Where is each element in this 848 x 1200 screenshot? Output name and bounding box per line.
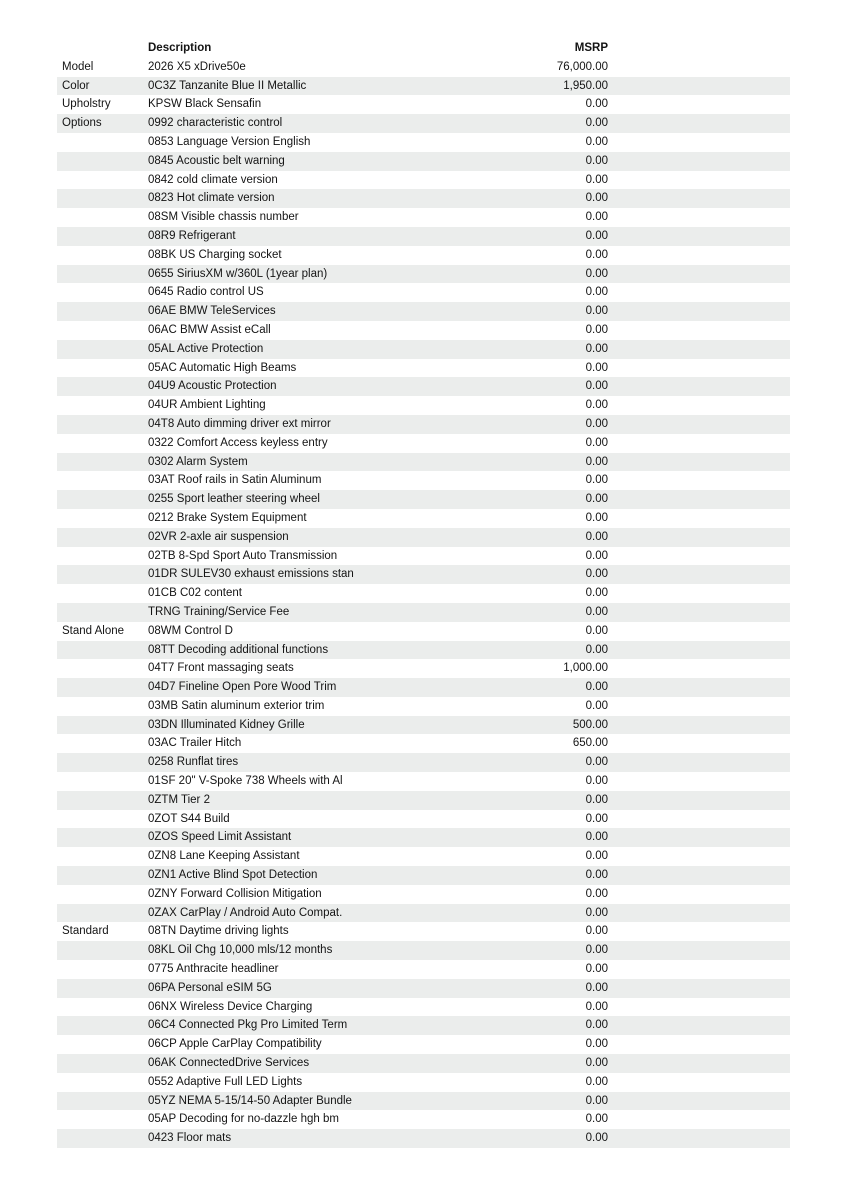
description-cell: 04U9 Acoustic Protection [148, 380, 277, 393]
category-cell [57, 1073, 148, 1092]
msrp-cell: 0.00 [585, 154, 608, 167]
category-cell [57, 246, 148, 265]
description-cell: 0823 Hot climate version [148, 192, 275, 205]
description-cell: KPSW Black Sensafin [148, 98, 262, 111]
table-row [57, 265, 790, 284]
table-row [57, 340, 790, 359]
row-spacer [608, 471, 790, 490]
description-cell: 0322 Comfort Access keyless entry [148, 436, 328, 449]
description-cell: 08BK US Charging socket [148, 248, 282, 261]
table-row [57, 603, 790, 622]
category-cell [57, 152, 148, 171]
msrp-cell: 0.00 [585, 1132, 608, 1145]
table-row [57, 716, 790, 735]
description-cell: 03DN Illuminated Kidney Grille [148, 718, 305, 731]
table-row [57, 302, 790, 321]
msrp-cell: 0.00 [585, 963, 608, 976]
row-spacer [608, 998, 790, 1017]
table-row [57, 359, 790, 378]
msrp-cell: 0.00 [585, 436, 608, 449]
msrp-cell: 0.00 [585, 323, 608, 336]
row-spacer [608, 77, 790, 96]
msrp-cell: 0.00 [585, 248, 608, 261]
row-spacer [608, 58, 790, 77]
msrp-cell: 0.00 [585, 1113, 608, 1126]
category-cell [57, 659, 148, 678]
msrp-cell: 0.00 [585, 831, 608, 844]
category-cell [57, 1092, 148, 1111]
row-spacer [608, 1035, 790, 1054]
msrp-cell: 0.00 [585, 549, 608, 562]
row-spacer [608, 960, 790, 979]
table-row [57, 753, 790, 772]
row-spacer [608, 847, 790, 866]
description-cell: 0655 SiriusXM w/360L (1year plan) [148, 267, 328, 280]
msrp-cell: 0.00 [585, 981, 608, 994]
row-spacer [608, 321, 790, 340]
header-spacer [608, 39, 790, 58]
row-spacer [608, 377, 790, 396]
category-cell [57, 415, 148, 434]
table-row [57, 471, 790, 490]
row-spacer [608, 922, 790, 941]
description-cell: 0ZTM Tier 2 [148, 793, 210, 806]
table-row [57, 1035, 790, 1054]
category-cell [57, 753, 148, 772]
row-spacer [608, 415, 790, 434]
description-cell: 0ZAX CarPlay / Android Auto Compat. [148, 906, 343, 919]
table-row [57, 641, 790, 660]
category-cell [57, 641, 148, 660]
category-cell [57, 1129, 148, 1148]
table-row [57, 1129, 790, 1148]
category-cell [57, 810, 148, 829]
description-cell: 0ZNY Forward Collision Mitigation [148, 887, 322, 900]
description-cell: 0842 cold climate version [148, 173, 278, 186]
table-row [57, 584, 790, 603]
description-cell: 0ZOS Speed Limit Assistant [148, 831, 292, 844]
description-cell: 02VR 2-axle air suspension [148, 530, 289, 543]
msrp-cell: 0.00 [585, 286, 608, 299]
category-cell [57, 979, 148, 998]
row-spacer [608, 791, 790, 810]
row-spacer [608, 603, 790, 622]
msrp-cell: 76,000.00 [556, 60, 608, 73]
table-row [57, 133, 790, 152]
msrp-cell: 0.00 [585, 342, 608, 355]
msrp-cell: 0.00 [585, 361, 608, 374]
row-spacer [608, 828, 790, 847]
description-cell: 0ZOT S44 Build [148, 812, 230, 825]
table-row [57, 1054, 790, 1073]
category-cell [57, 340, 148, 359]
table-row [57, 734, 790, 753]
table-row [57, 528, 790, 547]
msrp-cell: 0.00 [585, 1019, 608, 1032]
category-cell [57, 227, 148, 246]
table-row [57, 791, 790, 810]
table-row [57, 396, 790, 415]
vehicle-pricing-table [57, 39, 790, 1148]
table-row [57, 208, 790, 227]
table-row [57, 772, 790, 791]
description-cell: 04T7 Front massaging seats [148, 662, 294, 675]
msrp-cell: 500.00 [572, 718, 608, 731]
row-spacer [608, 302, 790, 321]
description-cell: 0C3Z Tanzanite Blue II Metallic [148, 79, 307, 92]
row-spacer [608, 697, 790, 716]
category-cell [57, 377, 148, 396]
row-spacer [608, 641, 790, 660]
row-spacer [608, 133, 790, 152]
description-cell: 0845 Acoustic belt warning [148, 154, 285, 167]
description-cell: 0212 Brake System Equipment [148, 511, 307, 524]
category-cell [57, 584, 148, 603]
category-cell [57, 265, 148, 284]
table-row [57, 321, 790, 340]
description-cell: 06PA Personal eSIM 5G [148, 981, 272, 994]
table-row [57, 1073, 790, 1092]
table-row [57, 622, 790, 641]
category-cell [57, 1016, 148, 1035]
msrp-cell: 0.00 [585, 474, 608, 487]
description-cell: 01SF 20" V-Spoke 738 Wheels with Al [148, 775, 343, 788]
msrp-cell: 0.00 [585, 756, 608, 769]
table-row [57, 697, 790, 716]
row-spacer [608, 95, 790, 114]
description-cell: 08KL Oil Chg 10,000 mls/12 months [148, 944, 333, 957]
category-cell [57, 941, 148, 960]
msrp-cell: 650.00 [572, 737, 608, 750]
msrp-cell: 0.00 [585, 869, 608, 882]
description-cell: 01DR SULEV30 exhaust emissions stan [148, 568, 354, 581]
description-cell: 06AC BMW Assist eCall [148, 323, 271, 336]
category-cell: Model [62, 60, 94, 73]
row-spacer [608, 434, 790, 453]
description-cell: 03AT Roof rails in Satin Aluminum [148, 474, 322, 487]
category-cell [57, 547, 148, 566]
msrp-cell: 0.00 [585, 643, 608, 656]
msrp-cell: 0.00 [585, 98, 608, 111]
msrp-cell: 0.00 [585, 1000, 608, 1013]
row-spacer [608, 265, 790, 284]
table-row [57, 659, 790, 678]
row-spacer [608, 547, 790, 566]
category-cell [57, 208, 148, 227]
msrp-cell: 0.00 [585, 493, 608, 506]
table-row [57, 377, 790, 396]
msrp-cell: 0.00 [585, 812, 608, 825]
category-cell [57, 359, 148, 378]
table-row [57, 189, 790, 208]
msrp-cell: 0.00 [585, 192, 608, 205]
msrp-cell: 0.00 [585, 117, 608, 130]
category-cell [57, 1110, 148, 1129]
description-cell: 05AL Active Protection [148, 342, 264, 355]
msrp-cell: 0.00 [585, 587, 608, 600]
msrp-cell: 0.00 [585, 906, 608, 919]
description-cell: 04D7 Fineline Open Pore Wood Trim [148, 681, 337, 694]
description-cell: TRNG Training/Service Fee [148, 605, 290, 618]
msrp-cell: 0.00 [585, 1094, 608, 1107]
table-row [57, 565, 790, 584]
row-spacer [608, 189, 790, 208]
table-row [57, 922, 790, 941]
table-row [57, 1092, 790, 1111]
msrp-cell: 0.00 [585, 305, 608, 318]
row-spacer [608, 509, 790, 528]
category-cell [57, 471, 148, 490]
description-cell: 06C4 Connected Pkg Pro Limited Term [148, 1019, 348, 1032]
category-cell [57, 603, 148, 622]
table-row [57, 283, 790, 302]
category-cell: Standard [62, 925, 109, 938]
table-row [57, 547, 790, 566]
category-cell: Color [62, 79, 90, 92]
table-header-row [57, 39, 790, 58]
table-body [57, 58, 790, 1148]
row-spacer [608, 114, 790, 133]
table-row [57, 1016, 790, 1035]
description-cell: 05AP Decoding for no-dazzle hgh bm [148, 1113, 339, 1126]
row-spacer [608, 528, 790, 547]
msrp-cell: 0.00 [585, 1075, 608, 1088]
category-cell [57, 490, 148, 509]
table-row [57, 866, 790, 885]
msrp-cell: 0.00 [585, 944, 608, 957]
table-row [57, 453, 790, 472]
msrp-cell: 0.00 [585, 605, 608, 618]
category-cell [57, 565, 148, 584]
description-cell: 06AK ConnectedDrive Services [148, 1057, 310, 1070]
msrp-cell: 0.00 [585, 530, 608, 543]
msrp-cell: 0.00 [585, 850, 608, 863]
category-cell [57, 509, 148, 528]
table-row [57, 114, 790, 133]
description-cell: 0552 Adaptive Full LED Lights [148, 1075, 303, 1088]
description-cell: 08TN Daytime driving lights [148, 925, 289, 938]
row-spacer [608, 227, 790, 246]
msrp-cell: 0.00 [585, 681, 608, 694]
msrp-cell: 1,000.00 [563, 662, 608, 675]
row-spacer [608, 396, 790, 415]
category-cell [57, 528, 148, 547]
description-cell: 06AE BMW TeleServices [148, 305, 276, 318]
table-row [57, 847, 790, 866]
msrp-cell: 0.00 [585, 775, 608, 788]
description-cell: 01CB C02 content [148, 587, 242, 600]
description-cell: 06CP Apple CarPlay Compatibility [148, 1038, 322, 1051]
category-cell [57, 302, 148, 321]
category-cell [57, 960, 148, 979]
category-cell [57, 1035, 148, 1054]
row-spacer [608, 246, 790, 265]
msrp-cell: 0.00 [585, 1038, 608, 1051]
category-column-header [57, 39, 148, 58]
row-spacer [608, 941, 790, 960]
msrp-cell: 0.00 [585, 699, 608, 712]
row-spacer [608, 453, 790, 472]
row-spacer [608, 772, 790, 791]
row-spacer [608, 1054, 790, 1073]
description-cell: 05AC Automatic High Beams [148, 361, 297, 374]
description-cell: 0775 Anthracite headliner [148, 963, 279, 976]
row-spacer [608, 1073, 790, 1092]
msrp-cell: 0.00 [585, 380, 608, 393]
row-spacer [608, 208, 790, 227]
category-cell: Upholstry [62, 98, 111, 111]
category-cell: Options [62, 117, 102, 130]
row-spacer [608, 622, 790, 641]
description-cell: 2026 X5 xDrive50e [148, 60, 246, 73]
description-cell: 03AC Trailer Hitch [148, 737, 242, 750]
category-cell [57, 678, 148, 697]
msrp-cell: 0.00 [585, 511, 608, 524]
description-column-header: Description [148, 42, 212, 54]
category-cell [57, 904, 148, 923]
description-cell: 04UR Ambient Lighting [148, 399, 266, 412]
row-spacer [608, 753, 790, 772]
msrp-cell: 0.00 [585, 399, 608, 412]
category-cell: Stand Alone [62, 624, 125, 637]
row-spacer [608, 1129, 790, 1148]
table-row [57, 77, 790, 96]
row-spacer [608, 866, 790, 885]
table-row [57, 58, 790, 77]
description-cell: 08WM Control D [148, 624, 233, 637]
row-spacer [608, 678, 790, 697]
row-spacer [608, 734, 790, 753]
msrp-cell: 0.00 [585, 925, 608, 938]
category-cell [57, 453, 148, 472]
category-cell [57, 321, 148, 340]
table-row [57, 678, 790, 697]
row-spacer [608, 1092, 790, 1111]
description-cell: 0992 characteristic control [148, 117, 283, 130]
description-cell: 03MB Satin aluminum exterior trim [148, 699, 325, 712]
description-cell: 06NX Wireless Device Charging [148, 1000, 313, 1013]
msrp-cell: 0.00 [585, 624, 608, 637]
description-cell: 0ZN8 Lane Keeping Assistant [148, 850, 300, 863]
row-spacer [608, 1016, 790, 1035]
description-cell: 0255 Sport leather steering wheel [148, 493, 320, 506]
category-cell [57, 396, 148, 415]
category-cell [57, 828, 148, 847]
category-cell [57, 998, 148, 1017]
table-row [57, 941, 790, 960]
category-cell [57, 772, 148, 791]
description-cell: 0853 Language Version English [148, 135, 311, 148]
row-spacer [608, 810, 790, 829]
msrp-cell: 0.00 [585, 455, 608, 468]
table-row [57, 415, 790, 434]
msrp-cell: 0.00 [585, 267, 608, 280]
row-spacer [608, 171, 790, 190]
row-spacer [608, 490, 790, 509]
table-row [57, 979, 790, 998]
category-cell [57, 171, 148, 190]
msrp-cell: 0.00 [585, 173, 608, 186]
row-spacer [608, 904, 790, 923]
table-row [57, 171, 790, 190]
category-cell [57, 1054, 148, 1073]
category-cell [57, 734, 148, 753]
category-cell [57, 847, 148, 866]
category-cell [57, 133, 148, 152]
description-cell: 02TB 8-Spd Sport Auto Transmission [148, 549, 338, 562]
description-cell: 0302 Alarm System [148, 455, 248, 468]
description-cell: 05YZ NEMA 5-15/14-50 Adapter Bundle [148, 1094, 352, 1107]
msrp-cell: 1,950.00 [563, 79, 608, 92]
table-row [57, 1110, 790, 1129]
msrp-column-header: MSRP [574, 42, 608, 54]
row-spacer [608, 1110, 790, 1129]
row-spacer [608, 565, 790, 584]
table-row [57, 152, 790, 171]
table-row [57, 490, 790, 509]
table-row [57, 810, 790, 829]
description-cell: 0ZN1 Active Blind Spot Detection [148, 869, 318, 882]
table-row [57, 246, 790, 265]
msrp-cell: 0.00 [585, 135, 608, 148]
msrp-cell: 0.00 [585, 887, 608, 900]
category-cell [57, 189, 148, 208]
table-row [57, 998, 790, 1017]
table-row [57, 227, 790, 246]
msrp-cell: 0.00 [585, 793, 608, 806]
description-cell: 0645 Radio control US [148, 286, 264, 299]
row-spacer [608, 885, 790, 904]
description-cell: 04T8 Auto dimming driver ext mirror [148, 417, 331, 430]
row-spacer [608, 584, 790, 603]
msrp-cell: 0.00 [585, 229, 608, 242]
table-row [57, 960, 790, 979]
table-row [57, 904, 790, 923]
msrp-cell: 0.00 [585, 1057, 608, 1070]
description-cell: 08R9 Refrigerant [148, 229, 236, 242]
category-cell [57, 283, 148, 302]
description-cell: 08SM Visible chassis number [148, 211, 299, 224]
table-row [57, 434, 790, 453]
table-row [57, 885, 790, 904]
table-row [57, 95, 790, 114]
msrp-cell: 0.00 [585, 211, 608, 224]
row-spacer [608, 979, 790, 998]
row-spacer [608, 152, 790, 171]
table-row [57, 509, 790, 528]
category-cell [57, 885, 148, 904]
row-spacer [608, 283, 790, 302]
row-spacer [608, 340, 790, 359]
description-cell: 0423 Floor mats [148, 1132, 232, 1145]
category-cell [57, 697, 148, 716]
category-cell [57, 434, 148, 453]
row-spacer [608, 359, 790, 378]
msrp-cell: 0.00 [585, 417, 608, 430]
msrp-cell: 0.00 [585, 568, 608, 581]
row-spacer [608, 716, 790, 735]
category-cell [57, 866, 148, 885]
description-cell: 0258 Runflat tires [148, 756, 239, 769]
table-row [57, 828, 790, 847]
category-cell [57, 716, 148, 735]
row-spacer [608, 659, 790, 678]
category-cell [57, 791, 148, 810]
description-cell: 08TT Decoding additional functions [148, 643, 329, 656]
